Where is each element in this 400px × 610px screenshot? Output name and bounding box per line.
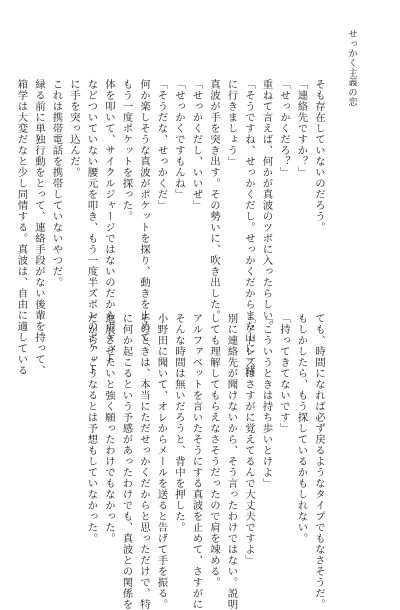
text-line: そのときは、本当にただせっかくだからと思っただけで、特 bbox=[138, 313, 150, 610]
text-line: 「こういうときは持ち歩いとけよ」 bbox=[260, 313, 273, 489]
text-line: 別に連絡先が聞けないから、そう言ったわけではない。説明 bbox=[225, 313, 238, 610]
text-line: 「連絡先ですか？」 bbox=[295, 79, 308, 178]
text-line: ても、時間になれば必ず戻るようなタイプでもなさそうだ。 bbox=[313, 313, 325, 610]
text-line: 真波が手を突き出す。その勢いに、吹き出した。 bbox=[208, 79, 220, 321]
text-line: 体を叩いて、サイクルジャージではないのだからポケット bbox=[103, 79, 115, 365]
text-line: 箱学は大変だなと少し同情する。真波は、自由に適している bbox=[15, 79, 28, 376]
text-line: 「そうですね、せっかくだし。せっかくだからまた山に一緒 bbox=[243, 79, 255, 376]
text-line: などついていない腰元を叩き、もう一度半ズボンのポケット bbox=[85, 79, 98, 376]
text-line: 小野田に聞いて、オレからメールを送ると告げて手を振る。 bbox=[155, 313, 168, 610]
text-line: もう一度ポケットを探った。 bbox=[120, 79, 133, 222]
text-line: 「せっかくですもんね」 bbox=[173, 79, 185, 200]
text-line: しても理解してもらえなさそうだったので肩を竦める。 bbox=[208, 313, 220, 588]
running-head: せっかく主義の恋 bbox=[346, 29, 357, 107]
text-line: だから、こうなるとは予想もしていなかった。 bbox=[85, 313, 98, 544]
lower-text-block bbox=[82, 313, 327, 610]
text-line: 「持ってきてないです」 bbox=[278, 313, 290, 434]
text-line: 「せっかくだし、いいぜ」 bbox=[190, 79, 203, 211]
text-line: これは携帯電話を携帯していないやつだ。 bbox=[50, 79, 63, 288]
text-line: に何か起こるという予感があったわけでも、真波との関係を bbox=[120, 313, 133, 610]
text-line: に行きましょう」 bbox=[225, 79, 238, 167]
text-line: 重ねて言えば、何かが真波のツボに入ったらしい。 bbox=[260, 79, 273, 332]
text-line: アルファベットを言いたそうにする真波を止めて、さすがに bbox=[190, 313, 203, 610]
text-line: 「アドレスはさすがに覚えてるんで大丈夫ですよ」 bbox=[243, 313, 255, 566]
text-line: 「せっかくだろ？」 bbox=[278, 79, 290, 178]
text-line: そも存在していないのだろう。 bbox=[313, 79, 325, 233]
text-line: 「そうだな、せっかくだ」 bbox=[155, 79, 168, 211]
text-line: 進展させたいと強く願ったわけでもなかった。 bbox=[103, 313, 115, 544]
text-line: そんな時間は無いだろうと、背中を押した。 bbox=[173, 313, 185, 533]
text-line: 何か楽しそうな真波がポケットを探り、動きを止めて、 bbox=[138, 79, 150, 354]
text-line: もしかしたら、もう探しているかもしれない。 bbox=[295, 313, 308, 544]
text-line: に手を突っ込んだ。 bbox=[68, 79, 80, 178]
text-line: 緑る前に単独行動をとって、連絡手段がない後輩を持って、 bbox=[33, 79, 45, 376]
